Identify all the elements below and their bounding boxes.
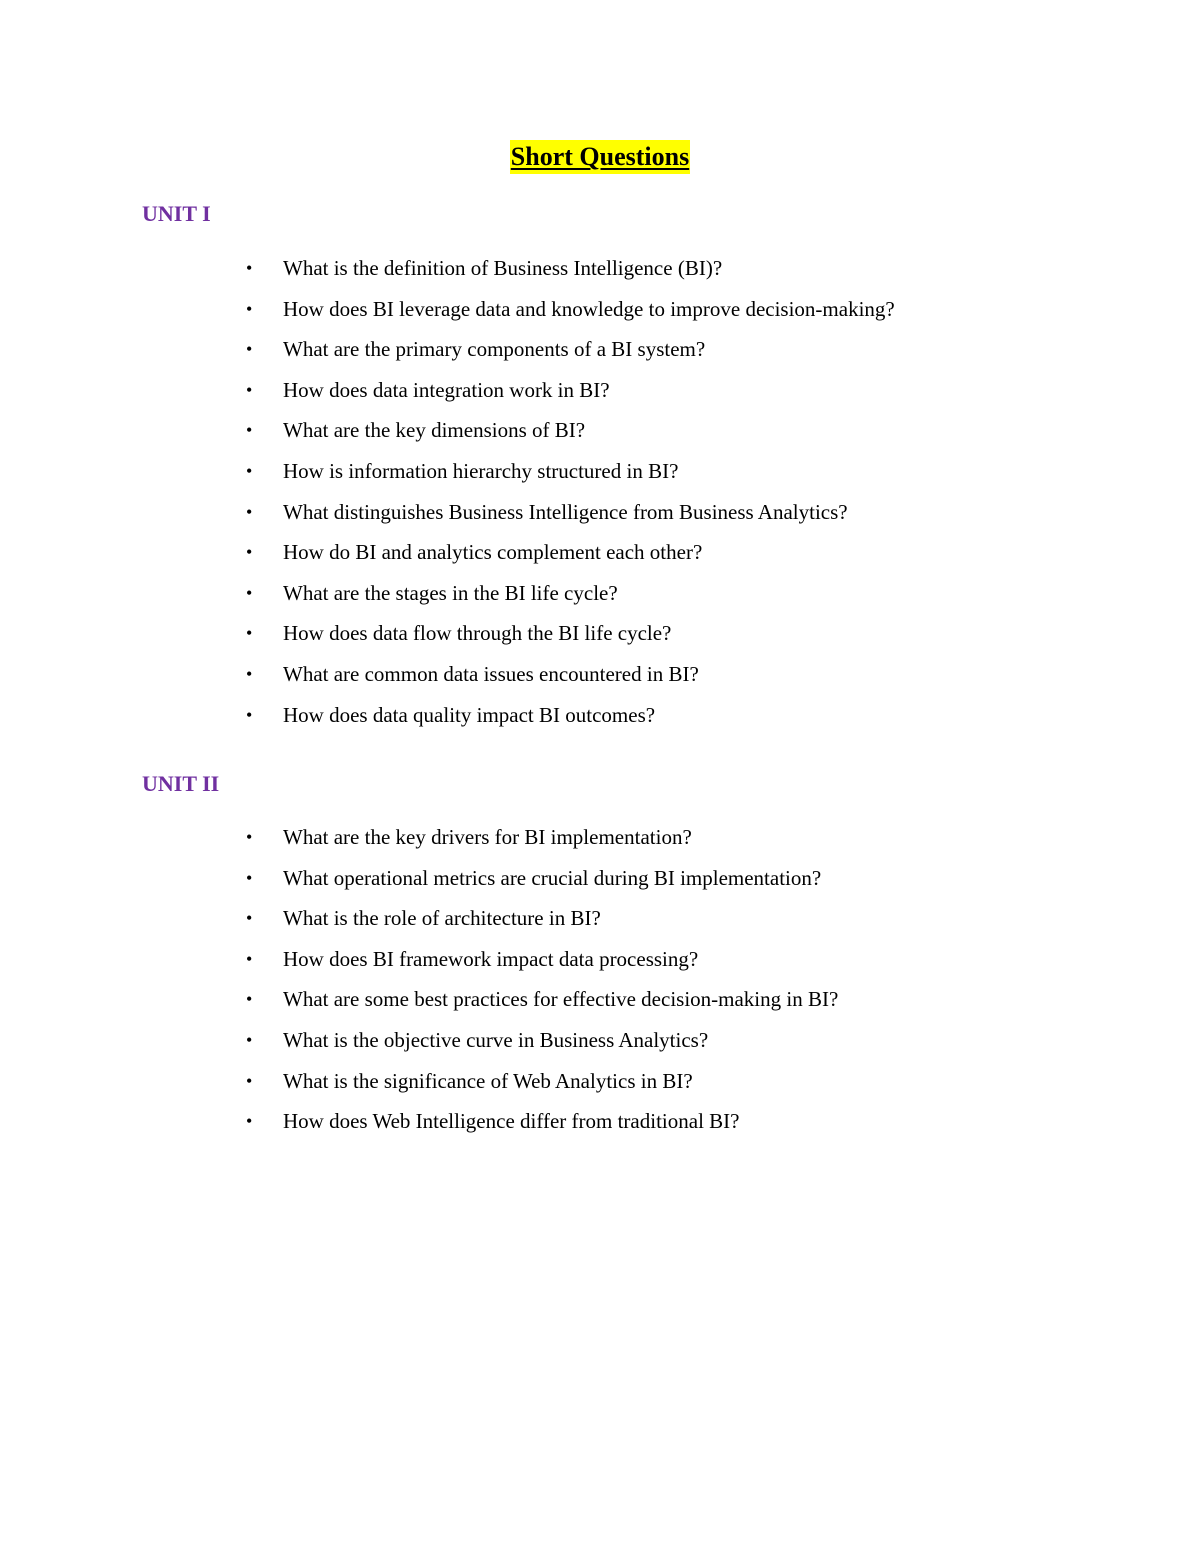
- question-item: [0, 985, 1200, 1026]
- question-text: What are the primary components of a BI system?: [283, 337, 706, 362]
- question-item: [0, 416, 1200, 457]
- bullet-icon: •: [246, 420, 253, 441]
- question-text: What are some best practices for effective decision-making in BI?: [283, 987, 839, 1012]
- bullet-icon: •: [246, 258, 253, 278]
- bullet-icon: •: [246, 339, 253, 360]
- question-item: [0, 1067, 1200, 1108]
- question-text: What are the key drivers for BI implementation?: [283, 825, 692, 849]
- unit-heading-2: UNIT II: [142, 771, 220, 796]
- question-text: What is the role of architecture in BI?: [283, 906, 601, 931]
- bullet-icon: •: [246, 1029, 253, 1050]
- bullet-icon: •: [246, 501, 253, 522]
- bullet-icon: •: [246, 542, 253, 563]
- question-item: [0, 254, 1200, 295]
- bullet-icon: •: [246, 1111, 253, 1132]
- bullet-icon: •: [246, 827, 253, 847]
- question-text: What is the significance of Web Analytics in BI?: [283, 1068, 693, 1093]
- title-container: [0, 140, 1200, 174]
- question-text: How does data integration work in BI?: [283, 377, 610, 402]
- question-item: [0, 1026, 1200, 1067]
- question-text: What are the key dimensions of BI?: [283, 418, 586, 443]
- question-item: [0, 376, 1200, 417]
- question-text: What operational metrics are crucial during BI implementation?: [283, 865, 822, 890]
- question-item: [0, 864, 1200, 905]
- page-title: Short Questions: [510, 140, 690, 174]
- bullet-icon: •: [246, 663, 253, 684]
- question-text: How do BI and analytics complement each other?: [283, 540, 703, 565]
- question-text: What is the objective curve in Business Analytics?: [283, 1027, 709, 1052]
- question-text: How is information hierarchy structured in BI?: [283, 458, 679, 483]
- question-item: [0, 335, 1200, 376]
- unit-heading-1: UNIT I: [142, 201, 211, 226]
- question-text: What are common data issues encountered in BI?: [283, 661, 699, 686]
- question-text: What distinguishes Business Intelligence from Business Analytics?: [283, 499, 848, 524]
- bullet-icon: •: [246, 460, 253, 481]
- question-text: How does BI framework impact data processing?: [283, 946, 699, 971]
- bullet-icon: •: [246, 948, 253, 969]
- question-item: [0, 823, 1200, 864]
- question-item: [0, 1107, 1200, 1148]
- question-item: [0, 579, 1200, 620]
- question-item: [0, 701, 1200, 742]
- question-text: How does data quality impact BI outcomes?: [283, 702, 656, 727]
- bullet-icon: •: [246, 1070, 253, 1091]
- question-text: How does Web Intelligence differ from traditional BI?: [283, 1109, 740, 1134]
- unit-2-question-list: [0, 823, 1200, 1148]
- bullet-icon: •: [246, 989, 253, 1010]
- bullet-icon: •: [246, 867, 253, 888]
- question-item: [0, 904, 1200, 945]
- question-text: What are the stages in the BI life cycle?: [283, 580, 618, 605]
- bullet-icon: •: [246, 582, 253, 603]
- bullet-icon: •: [246, 908, 253, 929]
- question-item: [0, 538, 1200, 579]
- question-item: [0, 457, 1200, 498]
- unit-1-question-list: [0, 254, 1200, 741]
- question-item: [0, 498, 1200, 539]
- question-item: [0, 945, 1200, 986]
- question-text: How does data flow through the BI life cycle?: [283, 621, 672, 646]
- bullet-icon: •: [246, 623, 253, 644]
- question-item: [0, 660, 1200, 701]
- question-item: [0, 619, 1200, 660]
- bullet-icon: •: [246, 298, 253, 319]
- bullet-icon: •: [246, 379, 253, 400]
- question-item: [0, 295, 1200, 336]
- bullet-icon: •: [246, 704, 253, 725]
- question-text: How does BI leverage data and knowledge to improve decision-making?: [283, 296, 895, 321]
- question-text: What is the definition of Business Intelligence (BI)?: [283, 256, 723, 280]
